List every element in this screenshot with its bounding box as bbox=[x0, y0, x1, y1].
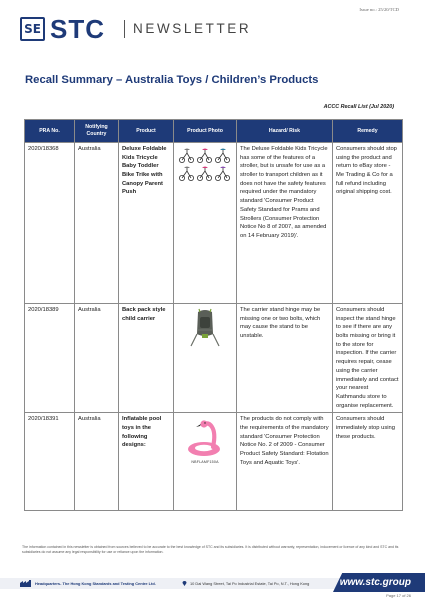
cell-photo bbox=[174, 143, 237, 304]
footer-address-text: 10 Dai Wang Street, Tai Po Industrial Estate, Tai Po, N.T., Hong Kong bbox=[190, 580, 310, 586]
table-row bbox=[25, 304, 403, 413]
header-remedy: Remedy bbox=[333, 120, 403, 143]
disclaimer-text: The information contained in this newsletter is obtained from sources believed to be accurate to the best knowledge of STC and its subsidiaries. It is distributed without warranty, representation, inducement or licence of any kind and STC and its subsidiaries do not assume any legal responsibility for use or reliance upon the information. bbox=[22, 545, 399, 555]
recall-list-subtitle: ACCC Recall List (Jul 2020) bbox=[323, 104, 394, 110]
cell-hazard: The carrier stand hinge may be missing one or two bolts, which may cause the stand to be unstable. bbox=[237, 304, 333, 413]
cell-hazard: The products do not comply with the requirements of the mandatory standard 'Consumer Protection Notice No. 2 of 2009 - Consumer Product Safety Standard: Flotation Toys and Aquatic Toys'. bbox=[237, 413, 333, 511]
footer-headquarters bbox=[20, 580, 156, 587]
factory-icon bbox=[20, 580, 32, 587]
table-row bbox=[25, 143, 403, 304]
logo-text: STC bbox=[50, 14, 105, 44]
page-title: Recall Summary – Australia Toys / Children’s Products bbox=[25, 74, 319, 86]
website-link[interactable]: www.stc.group bbox=[339, 577, 411, 588]
cell-product: Deluxe Foldable Kids Tricycle Baby Toddler Bike Trike with Canopy Parent Push bbox=[119, 143, 174, 304]
tricycle-photo-icon bbox=[178, 147, 232, 183]
flamingo-float-photo-icon bbox=[185, 417, 225, 459]
header-divider bbox=[124, 20, 125, 38]
cell-country: Australia bbox=[75, 143, 119, 304]
table-row bbox=[25, 413, 403, 511]
footer-hq-label: Headquarters bbox=[35, 581, 61, 586]
cell-remedy: Consumers should inspect the stand hinge to see if there are any bolts missing or bring it to the store for inspection. If the carrier requires repair, cease using the carrier immediately and contact your nearest Kathmandu store to organise replacement. bbox=[333, 304, 403, 413]
footer-hq-name: - The Hong Kong Standards and Testing Centre Ltd. bbox=[60, 581, 156, 586]
cell-pra-no: 2020/18389 bbox=[25, 304, 75, 413]
cell-country: Australia bbox=[75, 304, 119, 413]
backpack-carrier-photo-icon bbox=[188, 308, 222, 348]
location-pin-icon bbox=[182, 580, 187, 586]
newsletter-label: NEWSLETTER bbox=[133, 21, 252, 36]
cell-pra-no: 2020/18391 bbox=[25, 413, 75, 511]
cell-pra-no: 2020/18368 bbox=[25, 143, 75, 304]
issue-number: Issue no.: 25/20/TCD bbox=[359, 7, 399, 12]
recall-table bbox=[24, 119, 403, 511]
header-hazard-risk: Hazard/ Risk bbox=[237, 120, 333, 143]
table-header-row bbox=[25, 120, 403, 143]
cell-photo bbox=[174, 304, 237, 413]
cell-product: Back pack style child carrier bbox=[119, 304, 174, 413]
footer bbox=[0, 569, 425, 600]
cell-remedy: Consumers should stop using the product and return to eBay store - Me Trading & Co for a full refund including original shipping cost. bbox=[333, 143, 403, 304]
cell-country: Australia bbox=[75, 413, 119, 511]
cell-product: Inflatable pool toys in the following designs: bbox=[119, 413, 174, 511]
logo-mark: SE bbox=[20, 17, 45, 41]
header-notifying-country: Notifying Country bbox=[75, 120, 119, 143]
cell-photo bbox=[174, 413, 237, 511]
stc-logo bbox=[20, 14, 105, 44]
cell-remedy: Consumers should immediately stop using these products. bbox=[333, 413, 403, 511]
header-product-photo: Product Photo bbox=[174, 120, 237, 143]
footer-address bbox=[182, 580, 309, 586]
page-number: Page 17 of 26 bbox=[386, 593, 411, 598]
header-pra-no: PRA No. bbox=[25, 120, 75, 143]
header-product: Product bbox=[119, 120, 174, 143]
photo-label: NBFLAMF150A bbox=[191, 460, 219, 465]
cell-hazard: The Deluxe Foldable Kids Tricycle has some of the features of a stroller, but is unsafe for use as a stroller to transport children as it does not have the safety features required under the mandatory standard 'Consumer Product Safety Standard for Prams and Strollers (Consumer Protection Notice No 8 of 2007, as amended on 14 February 2019)'. bbox=[237, 143, 333, 304]
